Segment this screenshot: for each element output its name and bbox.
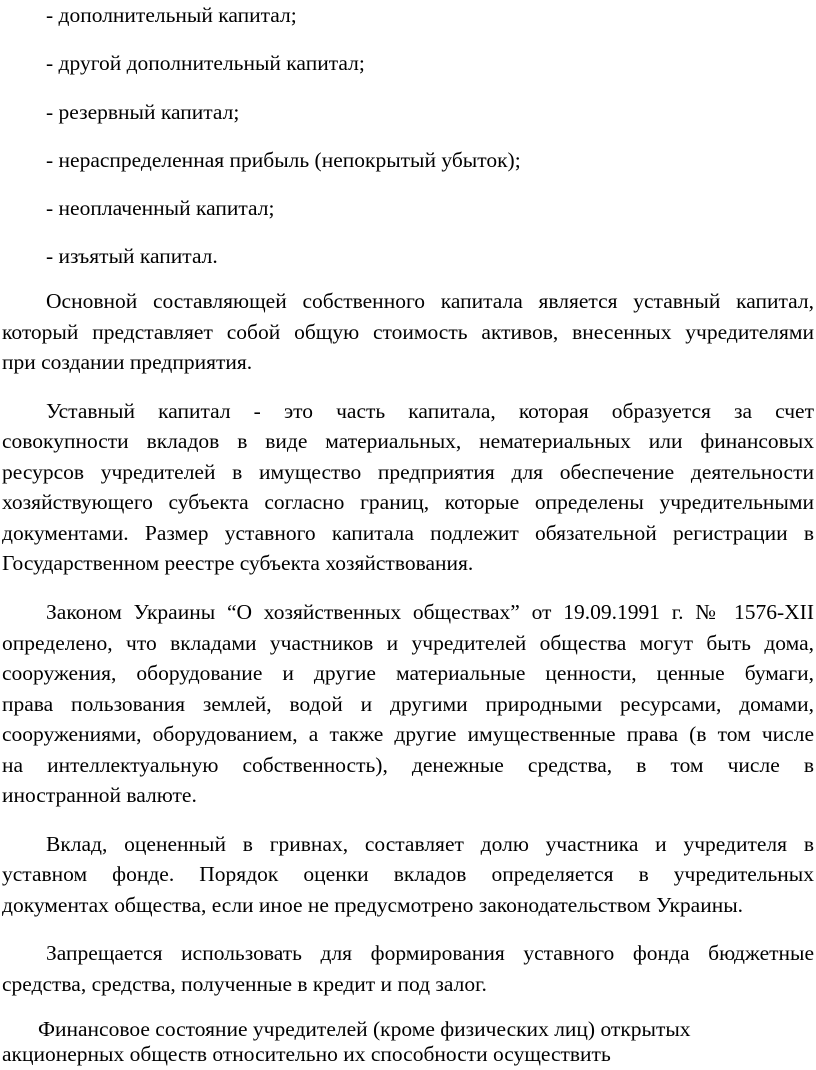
list-item: - резервный капитал; (46, 100, 240, 124)
paragraph-line: Финансовое состояние учредителей (кроме физических лиц) открытых (38, 1017, 691, 1041)
list-item: - нераспределенная прибыль (непокрытый убыток); (46, 148, 521, 172)
paragraph-line: на интеллектуальную собственность), денежные средства, в том числе в (2, 753, 814, 777)
paragraph-line: иностранной валюте. (2, 783, 197, 807)
paragraph-line: ресурсов учредителей в имущество предприятия для обеспечение деятельности (2, 460, 814, 484)
paragraph-line: Законом Украины “О хозяйственных обществах” от 19.09.1991 г. № 1576-XII (46, 600, 814, 624)
paragraph-line: Запрещается использовать для формирования уставного фонда бюджетные (46, 941, 814, 965)
paragraph-line: сооружения, оборудование и другие материальные ценности, ценные бумаги, (2, 661, 814, 685)
paragraph-line: Государственном реестре субъекта хозяйствования. (2, 551, 474, 575)
paragraph-line: определено, что вкладами участников и учредителей общества могут быть дома, (2, 631, 814, 655)
paragraph-line: акционерных обществ относительно их способности осуществить (2, 1042, 611, 1066)
paragraph-line: документами. Размер уставного капитала подлежит обязательной регистрации в (2, 521, 814, 545)
paragraph-line: хозяйствующего субъекта согласно границ, которые определены учредительными (2, 490, 814, 514)
paragraph-line: документах общества, если иное не предусмотрено законодательством Украины. (2, 893, 744, 917)
paragraph-line: Вклад, оцененный в гривнах, составляет долю участника и учредителя в (46, 832, 814, 856)
paragraph-line: совокупности вкладов в виде материальных, нематериальных или финансовых (2, 429, 814, 453)
paragraph-line: уставном фонде. Порядок оценки вкладов определяется в учредительных (2, 862, 814, 886)
paragraph-line: Уставный капитал - это часть капитала, которая образуется за счет (46, 399, 814, 423)
list-item: - неоплаченный капитал; (46, 196, 275, 220)
paragraph-line: который представляет собой общую стоимость активов, внесенных учредителями (2, 320, 814, 344)
list-item: - другой дополнительный капитал; (46, 51, 365, 75)
paragraph-line: при создании предприятия. (2, 350, 253, 374)
paragraph-line: права пользования землей, водой и другими природными ресурсами, домами, (2, 692, 814, 716)
paragraph-line: Основной составляющей собственного капитала является уставный капитал, (46, 289, 814, 313)
paragraph-line: средства, средства, полученные в кредит и под залог. (2, 972, 487, 996)
paragraph-line: сооружениями, оборудованием, а также другие имущественные права (в том числе (2, 722, 814, 746)
list-item: - дополнительный капитал; (46, 3, 297, 27)
list-item: - изъятый капитал. (46, 244, 218, 268)
